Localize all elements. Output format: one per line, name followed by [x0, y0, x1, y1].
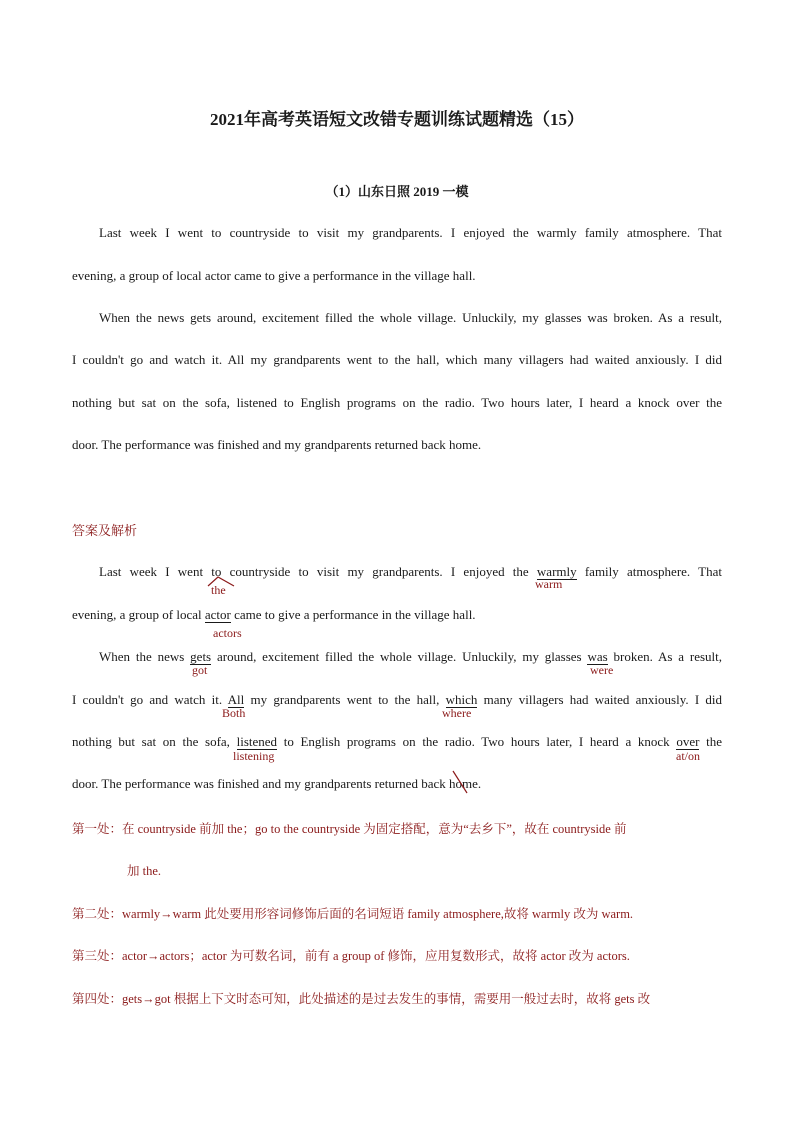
passage-line: door. The performance was finished and my grandparents returned back home.: [72, 437, 482, 452]
explanation-1-cont: 加 the.: [127, 864, 162, 878]
answer-line: When the news gets around, excitement filled the whole village. Unluckily, my glasses was broken. As a result,: [99, 649, 723, 664]
correction-where: where: [442, 706, 472, 720]
insertion-caret-mark: [206, 574, 240, 588]
correction-warm: warm: [535, 577, 563, 591]
section-subtitle: （1）山东日照 2019 一模: [325, 184, 469, 199]
passage-line: When the news gets around, excitement filled the whole village. Unluckily, my glasses was broken. As a result,: [99, 310, 722, 325]
correction-were: were: [590, 663, 614, 677]
answer-line: evening, a group of local actor came to give a performance in the village hall.: [72, 607, 476, 622]
answer-line: door. The performance was finished and my grandparents returned back home.: [72, 776, 482, 791]
correction-at-on: at/on: [676, 749, 700, 763]
correction-actors: actors: [213, 626, 242, 640]
correction-the: the: [211, 583, 226, 597]
error-word: actor: [204, 607, 231, 622]
answer-line: nothing but sat on the sofa, listened to English programs on the radio. Two hours later, I heard a knock over the: [72, 734, 722, 749]
error-word: over: [676, 734, 700, 749]
passage-line: Last week I went to countryside to visit my grandparents. I enjoyed the warmly family atmosphere. That: [99, 225, 722, 240]
explanation-1: 第一处：在 countryside 前加 the；go to the countryside 为固定搭配，意为“去乡下”，故在 countryside 前: [72, 822, 627, 836]
correction-listening: listening: [233, 749, 275, 763]
answer-line: I couldn't go and watch it. All my grandparents went to the hall, which many villagers had waited anxiously. I did: [72, 692, 723, 707]
error-word: All: [227, 692, 245, 707]
page-title: 2021年高考英语短文改错专题训练试题精选（15）: [210, 110, 584, 129]
correction-both: Both: [222, 706, 246, 720]
explanation-3: 第三处：actor→actors；actor 为可数名词，前有 a group of 修饰，应用复数形式，故将 actor 改为 actors.: [72, 949, 630, 963]
error-word: gets: [190, 649, 212, 664]
deletion-slash-mark: [450, 768, 472, 796]
passage-line: nothing but sat on the sofa, listened to English programs on the radio. Two hours later, I heard a knock over the: [72, 395, 722, 410]
correction-got: got: [192, 663, 208, 677]
error-word: warmly: [536, 564, 577, 579]
error-word: listened: [236, 734, 278, 749]
answer-heading: 答案及解析: [72, 523, 138, 538]
passage-line: evening, a group of local actor came to give a performance in the village hall.: [72, 268, 476, 283]
passage-line: I couldn't go and watch it. All my grandparents went to the hall, which many villagers had waited anxiously. I did: [72, 352, 722, 367]
explanation-4: 第四处：gets→got 根据上下文时态可知，此处描述的是过去发生的事情，需要用一般过去时，故将 gets 改: [72, 992, 651, 1006]
error-word: which: [445, 692, 478, 707]
answer-line: Last week I went to countryside to visit my grandparents. I enjoyed the warmly family atmosphere. That: [99, 564, 722, 579]
error-word: was: [587, 649, 608, 664]
explanation-2: 第二处：warmly→warm 此处要用形容词修饰后面的名词短语 family atmosphere,故将 warmly 改为 warm.: [72, 907, 634, 921]
